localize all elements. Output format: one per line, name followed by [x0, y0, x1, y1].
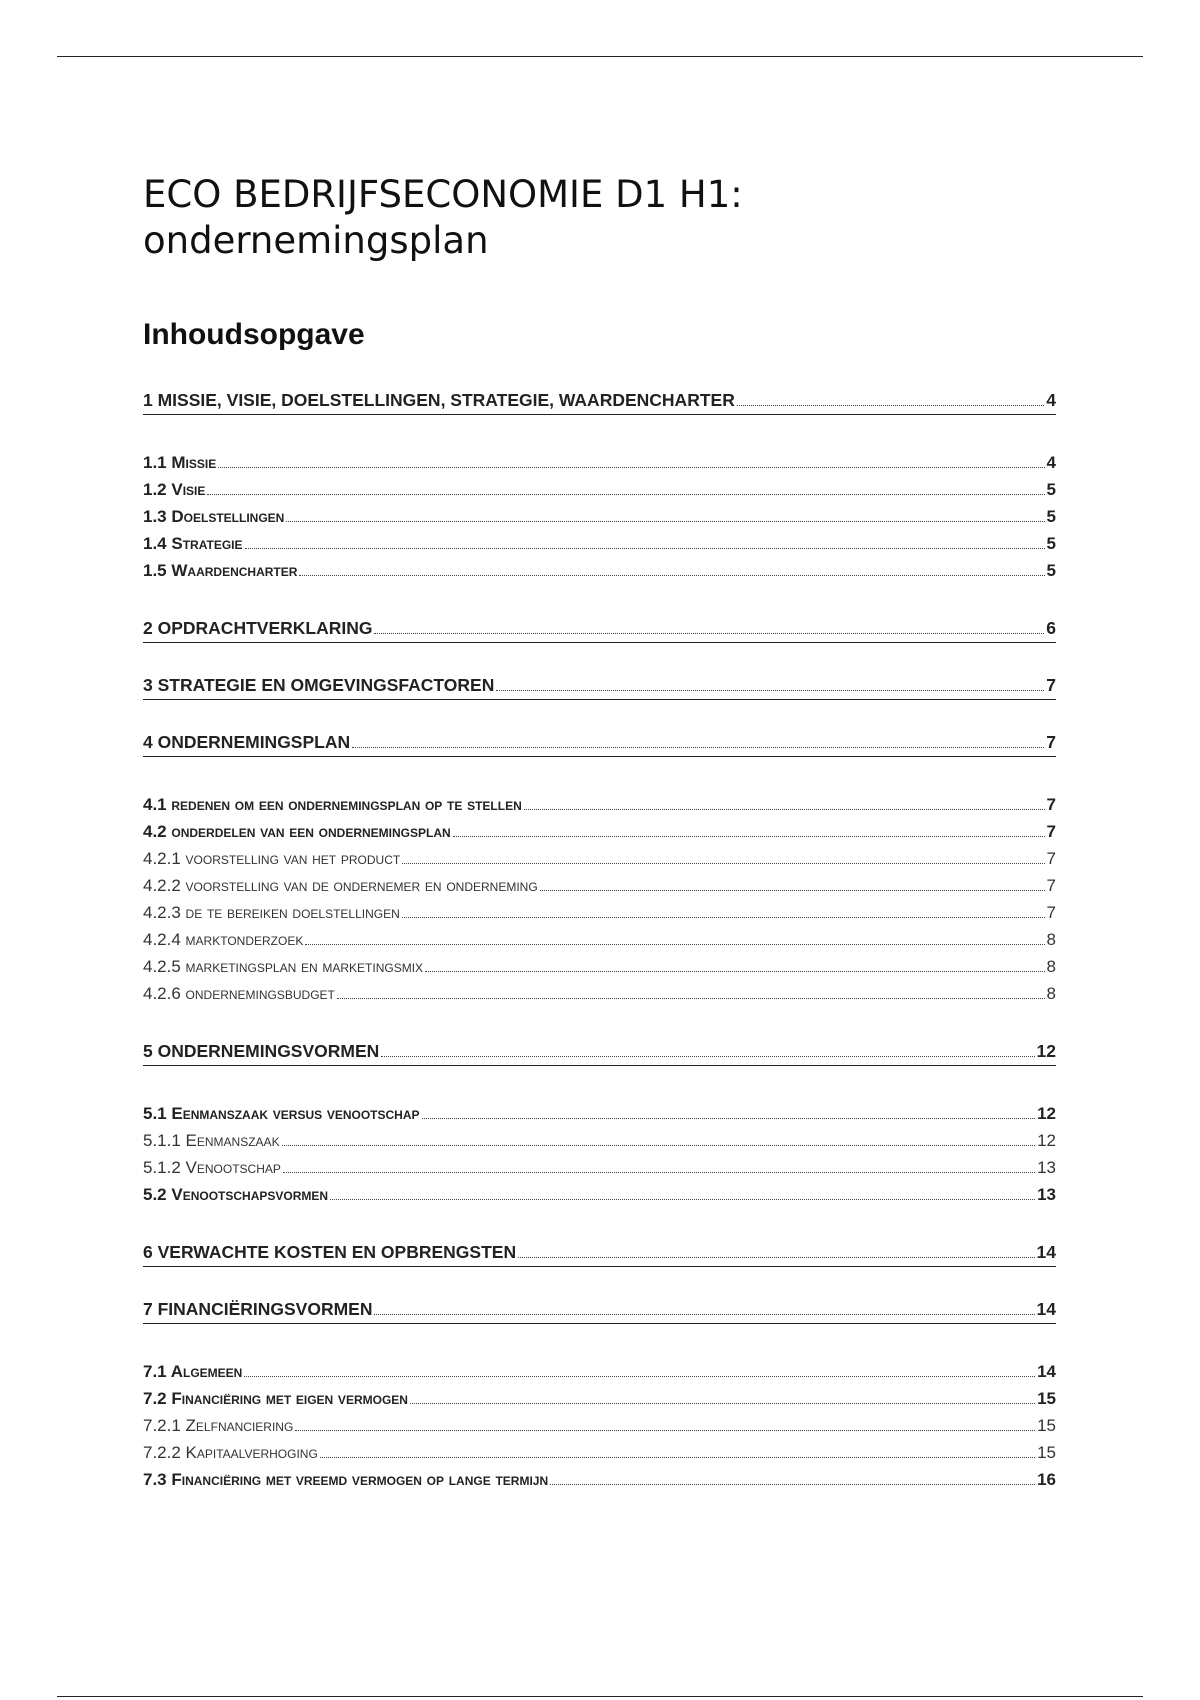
toc-entry-number: 3 — [143, 675, 153, 695]
toc-page-number: 5 — [1046, 507, 1056, 526]
toc-page-number: 5 — [1046, 480, 1056, 499]
toc-page-number: 4 — [1046, 390, 1056, 410]
toc-page-number: 14 — [1036, 1299, 1056, 1319]
toc-page-number: 15 — [1037, 1389, 1056, 1408]
dot-leader — [425, 971, 1045, 972]
toc-entry-4-2[interactable] — [143, 822, 1056, 849]
toc-page-number: 14 — [1036, 1242, 1056, 1262]
toc-entry-text — [143, 1158, 281, 1178]
toc-page-number: 15 — [1037, 1443, 1056, 1462]
toc-entry-number: 5.1.1 — [143, 1131, 181, 1150]
toc-page-number: 7 — [1046, 732, 1056, 752]
toc-page-number: 7 — [1046, 795, 1056, 814]
toc-entry-label: onderdelen van een ondernemingsplan — [171, 822, 451, 841]
toc-entry-label: Financiëring met vreemd vermogen op lange termijn — [171, 1470, 549, 1489]
toc-entry-label: de te bereiken doelstellingen — [185, 903, 400, 922]
toc-page-number: 7 — [1046, 849, 1056, 868]
dot-leader — [295, 1430, 1035, 1431]
dot-leader — [245, 548, 1045, 549]
toc-entry-number: 1.4 — [143, 534, 167, 553]
toc-entry-text — [143, 1299, 372, 1320]
toc-entry-number: 4.2.3 — [143, 903, 181, 922]
toc-entry-label: MISSIE, VISIE, DOELSTELLINGEN, STRATEGIE, WAARDENCHARTER — [157, 390, 735, 410]
toc-entry-text — [143, 1104, 420, 1124]
toc-entry-label: Venootschap — [185, 1158, 281, 1177]
toc-entry-6[interactable] — [143, 1242, 1056, 1267]
dot-leader — [422, 1118, 1036, 1119]
toc-entry-7-3[interactable] — [143, 1470, 1056, 1497]
toc-entry-4-1[interactable] — [143, 795, 1056, 822]
toc-entry-text — [143, 732, 350, 753]
toc-entry-label: Algemeen — [170, 1362, 243, 1381]
toc-page-number: 12 — [1037, 1131, 1056, 1150]
toc-entry-label: VERWACHTE KOSTEN EN OPBRENGSTEN — [157, 1242, 517, 1262]
toc-entry-text — [143, 561, 297, 581]
toc-entry-1-4[interactable] — [143, 534, 1056, 561]
toc-entry-5-1-1[interactable] — [143, 1131, 1056, 1158]
toc-entry-label: ondernemingsbudget — [185, 984, 335, 1003]
toc-entry-text — [143, 1131, 280, 1151]
toc-entry-number: 4.2.4 — [143, 930, 181, 949]
toc-entry-number: 5.1.2 — [143, 1158, 181, 1177]
toc-entry-number: 7.2.1 — [143, 1416, 181, 1435]
toc-entry-number: 7.2 — [143, 1389, 167, 1408]
toc-entry-label: voorstelling van het product — [185, 849, 401, 868]
dot-leader — [337, 998, 1045, 999]
header-rule — [57, 56, 1143, 57]
toc-entry-number: 5.1 — [143, 1104, 167, 1123]
title-line-2: ondernemingsplan — [143, 219, 489, 262]
toc-page-number: 4 — [1046, 453, 1056, 472]
toc-entry-text — [143, 618, 372, 639]
toc-entry-text — [143, 480, 205, 500]
toc-entry-number: 4.2 — [143, 822, 167, 841]
toc-entry-5[interactable] — [143, 1041, 1056, 1066]
toc-entry-1-1[interactable] — [143, 453, 1056, 480]
toc-entry-text — [143, 1362, 242, 1382]
toc-entry-label: Waardencharter — [171, 561, 298, 580]
toc-entry-label: marktonderzoek — [185, 930, 304, 949]
toc-entry-4-2-4[interactable] — [143, 930, 1056, 957]
toc-page-number: 8 — [1046, 957, 1056, 976]
toc-entry-text — [143, 534, 243, 554]
toc-page-number: 5 — [1046, 534, 1056, 553]
dot-leader — [305, 944, 1044, 945]
dot-leader — [524, 809, 1045, 810]
table-of-contents — [143, 390, 1056, 1497]
dot-leader — [518, 1257, 1034, 1258]
toc-entry-label: ONDERNEMINGSPLAN — [157, 732, 351, 752]
toc-entry-number: 1 — [143, 390, 153, 410]
toc-entry-label: Doelstellingen — [171, 507, 285, 526]
dot-leader — [374, 633, 1044, 634]
toc-entry-label: FINANCIËRINGSVORMEN — [157, 1299, 373, 1319]
dot-leader — [283, 1172, 1035, 1173]
toc-entry-label: Eenmanszaak — [185, 1131, 280, 1150]
toc-entry-4-2-3[interactable] — [143, 903, 1056, 930]
toc-entry-label: Financiëring met eigen vermogen — [171, 1389, 408, 1408]
toc-entry-label: ONDERNEMINGSVORMEN — [157, 1041, 380, 1061]
toc-entry-label: Eenmanszaak versus venootschap — [171, 1104, 420, 1123]
toc-entry-text — [143, 795, 522, 815]
toc-entry-7-1[interactable] — [143, 1362, 1056, 1389]
toc-entry-2[interactable] — [143, 618, 1056, 643]
dot-leader — [381, 1056, 1034, 1057]
toc-entry-number: 7.3 — [143, 1470, 167, 1489]
toc-entry-text — [143, 1185, 328, 1205]
toc-entry-text — [143, 930, 303, 950]
toc-entry-4-2-1[interactable] — [143, 849, 1056, 876]
footer-rule — [57, 1696, 1143, 1697]
dot-leader — [453, 836, 1045, 837]
toc-entry-text — [143, 984, 335, 1004]
toc-entry-7-2[interactable] — [143, 1389, 1056, 1416]
toc-entry-text — [143, 675, 494, 696]
toc-entry-1-3[interactable] — [143, 507, 1056, 534]
toc-entry-number: 4.2.2 — [143, 876, 181, 895]
toc-entry-number: 1.1 — [143, 453, 167, 472]
toc-entry-5-1[interactable] — [143, 1104, 1056, 1131]
dot-leader — [299, 575, 1044, 576]
toc-entry-number: 4.1 — [143, 795, 167, 814]
toc-page-number: 7 — [1046, 675, 1056, 695]
toc-entry-label: Strategie — [171, 534, 243, 553]
toc-entry-number: 4 — [143, 732, 153, 752]
toc-page-number: 12 — [1037, 1104, 1056, 1123]
toc-entry-number: 7 — [143, 1299, 153, 1319]
toc-entry-number: 5.2 — [143, 1185, 167, 1204]
toc-page-number: 16 — [1037, 1470, 1056, 1489]
dot-leader — [286, 521, 1044, 522]
toc-entry-4-2-5[interactable] — [143, 957, 1056, 984]
toc-entry-number: 4.2.5 — [143, 957, 181, 976]
toc-entry-text — [143, 1443, 318, 1463]
toc-entry-number: 1.3 — [143, 507, 167, 526]
toc-entry-5-1-2[interactable] — [143, 1158, 1056, 1185]
dot-leader — [218, 467, 1044, 468]
toc-page-number: 8 — [1046, 984, 1056, 1003]
toc-entry-text — [143, 1416, 293, 1436]
dot-leader — [550, 1484, 1035, 1485]
toc-page-number: 12 — [1036, 1041, 1056, 1061]
toc-entry-text — [143, 1389, 408, 1409]
dot-leader — [402, 863, 1044, 864]
toc-entry-1-2[interactable] — [143, 480, 1056, 507]
toc-entry-7-2-2[interactable] — [143, 1443, 1056, 1470]
toc-entry-text — [143, 1041, 379, 1062]
toc-entry-number: 7.2.2 — [143, 1443, 181, 1462]
dot-leader — [374, 1314, 1034, 1315]
toc-entry-text — [143, 453, 216, 473]
dot-leader — [207, 494, 1044, 495]
toc-page-number: 7 — [1046, 903, 1056, 922]
toc-page-number: 13 — [1037, 1158, 1056, 1177]
toc-page-number: 6 — [1046, 618, 1056, 638]
toc-entry-label: redenen om een ondernemingsplan op te stellen — [171, 795, 522, 814]
toc-entry-label: voorstelling van de ondernemer en onderneming — [185, 876, 538, 895]
toc-entry-4-2-2[interactable] — [143, 876, 1056, 903]
toc-entry-label: Visie — [171, 480, 206, 499]
toc-entry-text — [143, 957, 423, 977]
toc-entry-7[interactable] — [143, 1299, 1056, 1324]
toc-entry-text — [143, 903, 400, 923]
toc-entry-text — [143, 1470, 548, 1490]
toc-entry-7-2-1[interactable] — [143, 1416, 1056, 1443]
toc-entry-5-2[interactable] — [143, 1185, 1056, 1212]
toc-entry-number: 1.2 — [143, 480, 167, 499]
toc-entry-number: 2 — [143, 618, 153, 638]
toc-page-number: 14 — [1037, 1362, 1056, 1381]
toc-entry-1-5[interactable] — [143, 561, 1056, 588]
dot-leader — [282, 1145, 1036, 1146]
toc-page-number: 5 — [1046, 561, 1056, 580]
toc-entry-label: marketingsplan en marketingsmix — [185, 957, 424, 976]
toc-page-number: 15 — [1037, 1416, 1056, 1435]
toc-page-number: 7 — [1046, 876, 1056, 895]
toc-page-number: 8 — [1046, 930, 1056, 949]
toc-entry-label: OPDRACHTVERKLARING — [157, 618, 373, 638]
toc-entry-label: Kapitaalverhoging — [185, 1443, 318, 1462]
dot-leader — [737, 405, 1044, 406]
toc-entry-4[interactable] — [143, 732, 1056, 757]
toc-entry-text — [143, 390, 735, 411]
dot-leader — [330, 1199, 1035, 1200]
title-line-1: ECO BEDRIJFSECONOMIE D1 H1: — [143, 173, 743, 216]
toc-entry-3[interactable] — [143, 675, 1056, 700]
dot-leader — [402, 917, 1045, 918]
toc-entry-label: Missie — [171, 453, 217, 472]
toc-entry-label: Venootschapsvormen — [171, 1185, 329, 1204]
dot-leader — [496, 690, 1044, 691]
dot-leader — [320, 1457, 1035, 1458]
toc-entry-label: Zelfnanciering — [185, 1416, 294, 1435]
document-title — [143, 172, 1093, 264]
toc-entry-1[interactable] — [143, 390, 1056, 415]
dot-leader — [244, 1376, 1035, 1377]
toc-entry-label: STRATEGIE EN OMGEVINGSFACTOREN — [157, 675, 495, 695]
toc-page-number: 7 — [1046, 822, 1056, 841]
toc-entry-4-2-6[interactable] — [143, 984, 1056, 1011]
toc-entry-text — [143, 876, 538, 896]
toc-page-number: 13 — [1037, 1185, 1056, 1204]
dot-leader — [352, 747, 1044, 748]
toc-entry-text — [143, 822, 451, 842]
toc-heading: Inhoudsopgave — [143, 318, 365, 351]
toc-entry-number: 4.2.1 — [143, 849, 181, 868]
toc-entry-text — [143, 849, 400, 869]
toc-entry-number: 5 — [143, 1041, 153, 1061]
toc-entry-text — [143, 507, 284, 527]
toc-entry-number: 4.2.6 — [143, 984, 181, 1003]
toc-entry-number: 1.5 — [143, 561, 167, 580]
toc-entry-text — [143, 1242, 516, 1263]
dot-leader — [410, 1403, 1035, 1404]
toc-entry-number: 6 — [143, 1242, 153, 1262]
dot-leader — [540, 890, 1045, 891]
toc-entry-number: 7.1 — [143, 1362, 167, 1381]
